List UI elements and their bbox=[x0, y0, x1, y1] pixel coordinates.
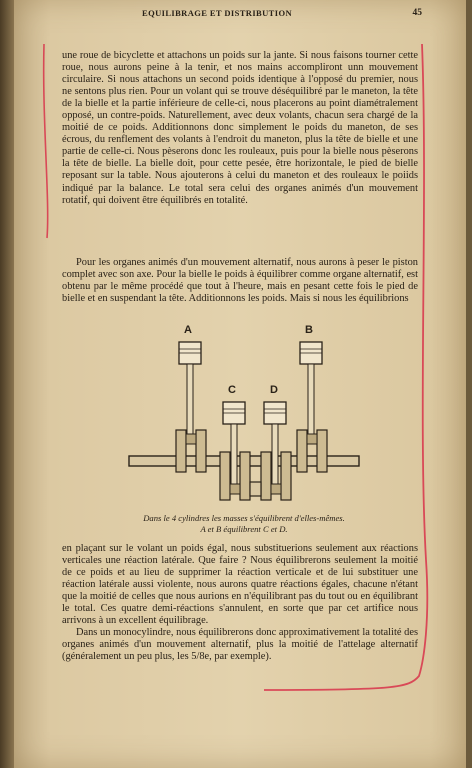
running-title: EQUILIBRAGE ET DISTRIBUTION bbox=[142, 8, 292, 18]
caption-line-1: Dans le 4 cylindres les masses s'équilibrent d'elles-mêmes. bbox=[143, 513, 345, 523]
paragraph-text: en plaçant sur le volant un poids égal, nous substituerions seulement aux réactions verticales une réaction latérale. Que faire ? Nous équilibrerons seulement la moitié de ce poids et au lieu de supprimer la réaction verticale et de lui substituer une réaction latérale aussi violente, nous aurons quatre réactions égales, chacune n'étant que la moitié de celles que nous aurions en n'équilibrant pas du tout ou en équilibrant le total. Ces quatre demi-réactions s'annulent, en sorte que par cet artifice nous arrivons à un excellent équilibrage. bbox=[62, 543, 418, 627]
page-number: 45 bbox=[412, 8, 422, 18]
paragraph-text: une roue de bicyclette et attachons un poids sur la jante. Si nous faisons tourner cette roue, nous aurons peine à la tenir, et nos mains accompliront unn mouvement circulaire. Si nous attachons un second poids identique à l'opposé du premier, nous ne sentons plus rien. Pour un volant qui se trouve déséquilibré par le maneton, la tête de la bielle et la partie inférieure de celle-ci, nous placerons au point diamétralement opposé, un contre-poids. Naturellement, avec deux volants, chacun sera chargé de la moitié de ce poids. Additionnons donc simplement le poids du maneton, de ses écrous, du renflement des volants à l'endroit du maneton, plus la tête de bielle et une partie de celle-ci. Nous pèserons donc les rouleaux, puis pour la bielle nous pèserons la tête de bielle. La bielle doit, pour cette pesée, être horizontale, le pied de bielle reposant sur la table. Nous ajouterons à celui du maneton et des rouleaux le poiids indiqué par la balance. Le total sera celui des organes animés d'un mouvement rotatif, qui doivent être équilibrés en totalité. bbox=[62, 50, 418, 206]
figure-label-b: B bbox=[305, 324, 313, 336]
paragraph-text: Pour les organes animés d'un mouvement alternatif, nous aurons à peser le piston complet avec son axe. Pour la bielle le poids à équilibrer comme organe alternatif, est obtenu par le même procédé que tout à l'heure, mais en pesant cette fois le pied de bielle et en suspendant la tête. Additionnons les poids. Mais si nous les équilibrions bbox=[62, 257, 418, 305]
figure-label-c: C bbox=[228, 384, 236, 396]
book-page bbox=[14, 0, 466, 768]
caption-line-2: A et B équilibrent C et D. bbox=[200, 523, 288, 534]
red-margin-annotation bbox=[14, 0, 466, 768]
figure-label-a: A bbox=[184, 324, 192, 336]
paragraph-text: Dans un monocylindre, nous équilibrerons donc approximativement la totalité des organes animés d'un mouvement alternatif, plus la moitié de l'attelage alternatif (généralement un peu plus, les 5/8e, par exemple). bbox=[62, 627, 418, 663]
figure-label-d: D bbox=[270, 384, 278, 396]
book-spine bbox=[0, 0, 14, 768]
